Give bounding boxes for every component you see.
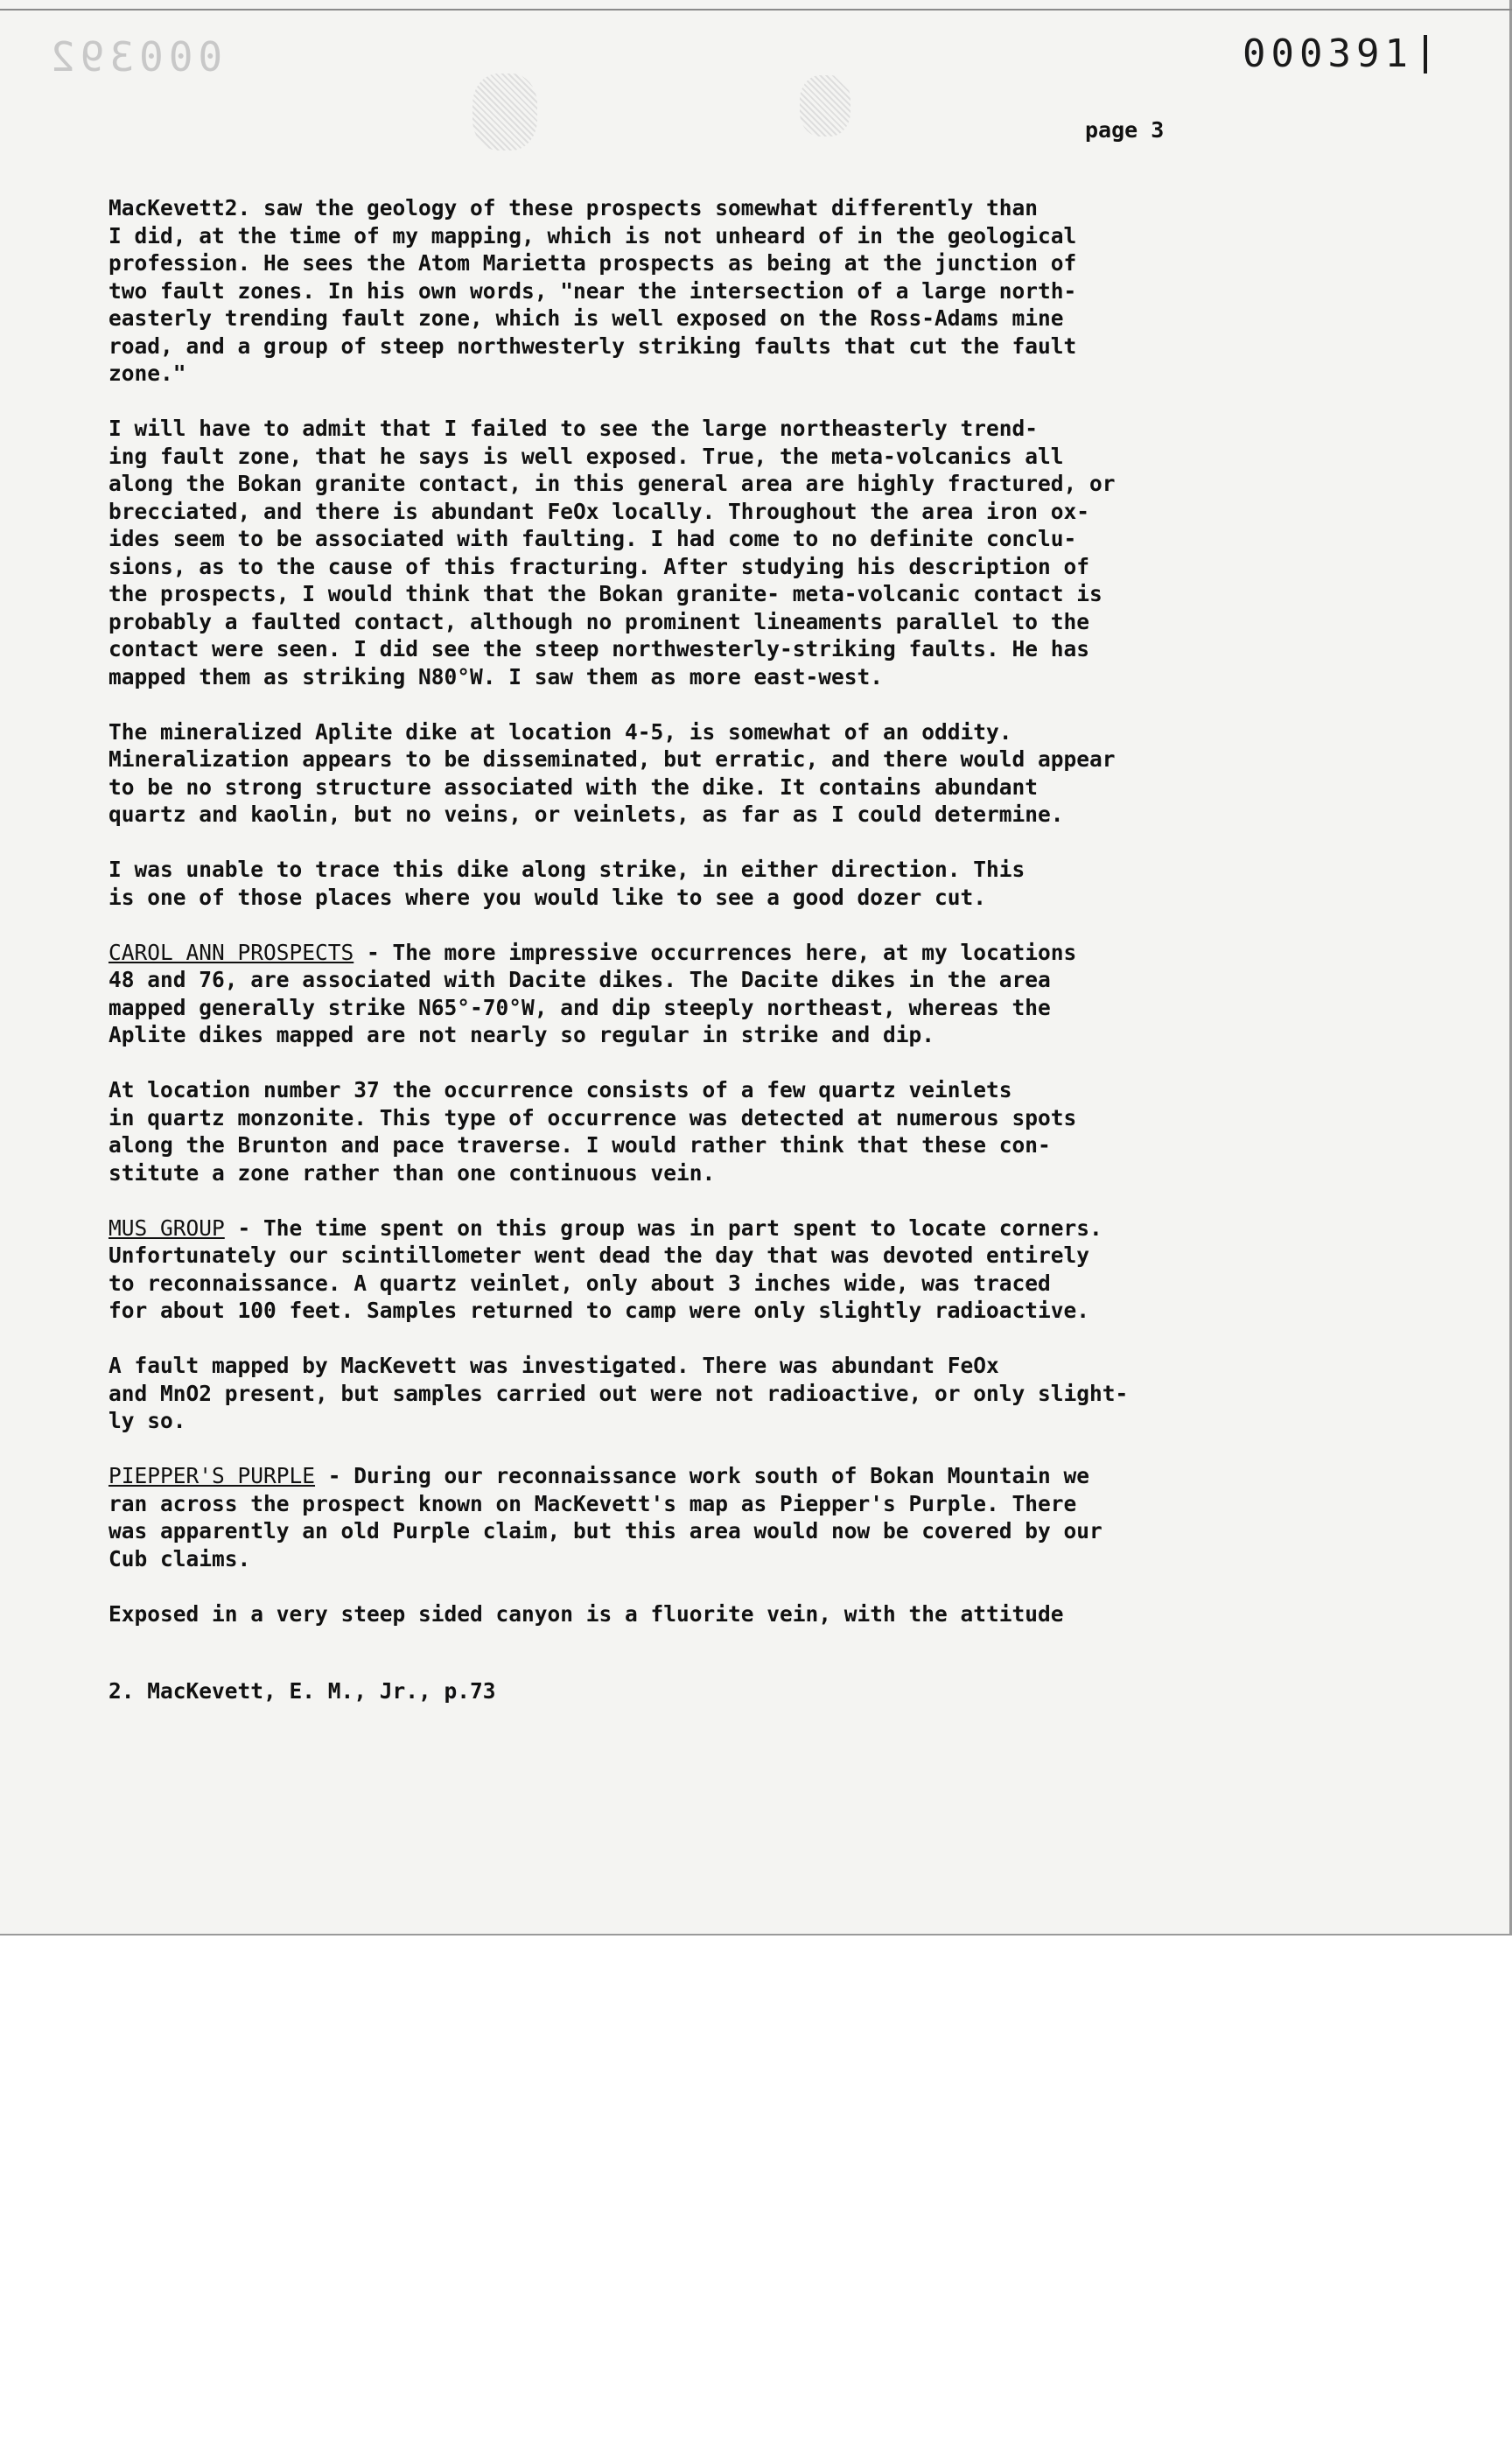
- section-heading-mus-group: MUS GROUP: [108, 1214, 225, 1241]
- paragraph-text: I was unable to trace this dike along strike, in either direction. This is one of those places where you would like to see a good dozer cut.: [108, 857, 1026, 910]
- document-number: 000391: [1242, 32, 1413, 76]
- paragraph: [108, 718, 1211, 829]
- section-heading-carol-ann: CAROL ANN PROSPECTS: [108, 939, 354, 965]
- paragraph: [108, 1352, 1211, 1435]
- document-body: [108, 194, 1211, 1656]
- paragraph-text: At location number 37 the occurrence consists of a few quartz veinlets in quartz monzonite. This type of occurrence was detected at numerous spots along the Brunton and pace traverse. I would rather think that these con- stitute a zone rather than one continuous vein.: [108, 1077, 1077, 1186]
- paragraph: [108, 1214, 1211, 1325]
- footnote: 2. MacKevett, E. M., Jr., p.73: [108, 1678, 496, 1704]
- paragraph: [108, 1076, 1211, 1186]
- faded-document-number: 000392: [46, 33, 223, 80]
- paragraph-text: A fault mapped by MacKevett was investigated. There was abundant FeOx and MnO2 present, but samples carried out were not radioactive, or only slight- ly so.: [108, 1353, 1129, 1433]
- paragraph-text: - During our reconnaissance work south of Bokan Mountain we ran across the prospect known on MacKevett's map as Piepper's Purple. There was apparently an old Purple claim, but this area would now be covered by our Cub claims.: [108, 1463, 1102, 1572]
- paragraph: [108, 856, 1211, 911]
- paragraph-text: - The time spent on this group was in part spent to locate corners. Unfortunately our scintillometer went dead the day that was devoted entirely to reconnaissance. A quartz veinlet, only about 3 inches wide, was traced for about 100 feet. Samples returned to camp were only slightly radioactive.: [108, 1214, 1102, 1323]
- paragraph-text: I will have to admit that I failed to see the large northeasterly trend- ing fault zone, that he says is well exposed. True, the meta-volcanics all along the Bokan granite contact, in this general area are highly fractured, or brecciated, and there is abundant FeOx locally. Throughout the area iron ox- ides seem to be associated with faulting. I had come to no definite conclu- sions, as to the cause of this fracturing. After studying his description of the prospects, I would think that the Bokan granite- meta-volcanic contact is probably a faulted contact, although no prominent lineaments parallel to the contact were seen. I did see the steep northwesterly-striking faults. He has mapped them as striking N80°W. I saw them as more east-west.: [108, 416, 1116, 690]
- section-heading-pieppers-purple: PIEPPER'S PURPLE: [108, 1463, 316, 1488]
- page-top-edge: [0, 9, 1512, 10]
- scan-smudge: [800, 75, 850, 136]
- document-number-bar: [1424, 35, 1427, 74]
- page-number-label: page 3: [1085, 117, 1165, 143]
- paragraph: [108, 415, 1211, 690]
- paragraph: [108, 939, 1211, 1049]
- scan-smudge: [472, 74, 537, 150]
- paragraph-text: The mineralized Aplite dike at location 4-5, is somewhat of an oddity. Mineralization appears to be disseminated, but erratic, and there would appear to be no strong structure associated with the dike. It contains abundant quartz and kaolin, but no veins, or veinlets, as far as I could determine.: [108, 718, 1116, 827]
- paragraph: [108, 194, 1211, 388]
- paragraph-text: Exposed in a very steep sided canyon is a fluorite vein, with the attitude: [108, 1600, 1064, 1627]
- paragraph: [108, 1462, 1211, 1572]
- paragraph: [108, 1600, 1211, 1628]
- paragraph-text: - The more impressive occurrences here, at my locations 48 and 76, are associated with Dacite dikes. The Dacite dikes in the area mapped generally strike N65°-70°W, and dip steeply northeast, whereas the Aplite dikes mapped are not nearly so regular in strike and dip.: [108, 939, 1077, 1047]
- paragraph-text: MacKevett2. saw the geology of these prospects somewhat differently than I did, at the time of my mapping, which is not unheard of in the geological profession. He sees the Atom Marietta prospects as being at the junction of two fault zones. In his own words, "near the intersection of a large north- easterly trending fault zone, which is well exposed on the Ross-Adams mine road, and a group of steep northwesterly striking faults that cut the fault zone.": [108, 195, 1077, 386]
